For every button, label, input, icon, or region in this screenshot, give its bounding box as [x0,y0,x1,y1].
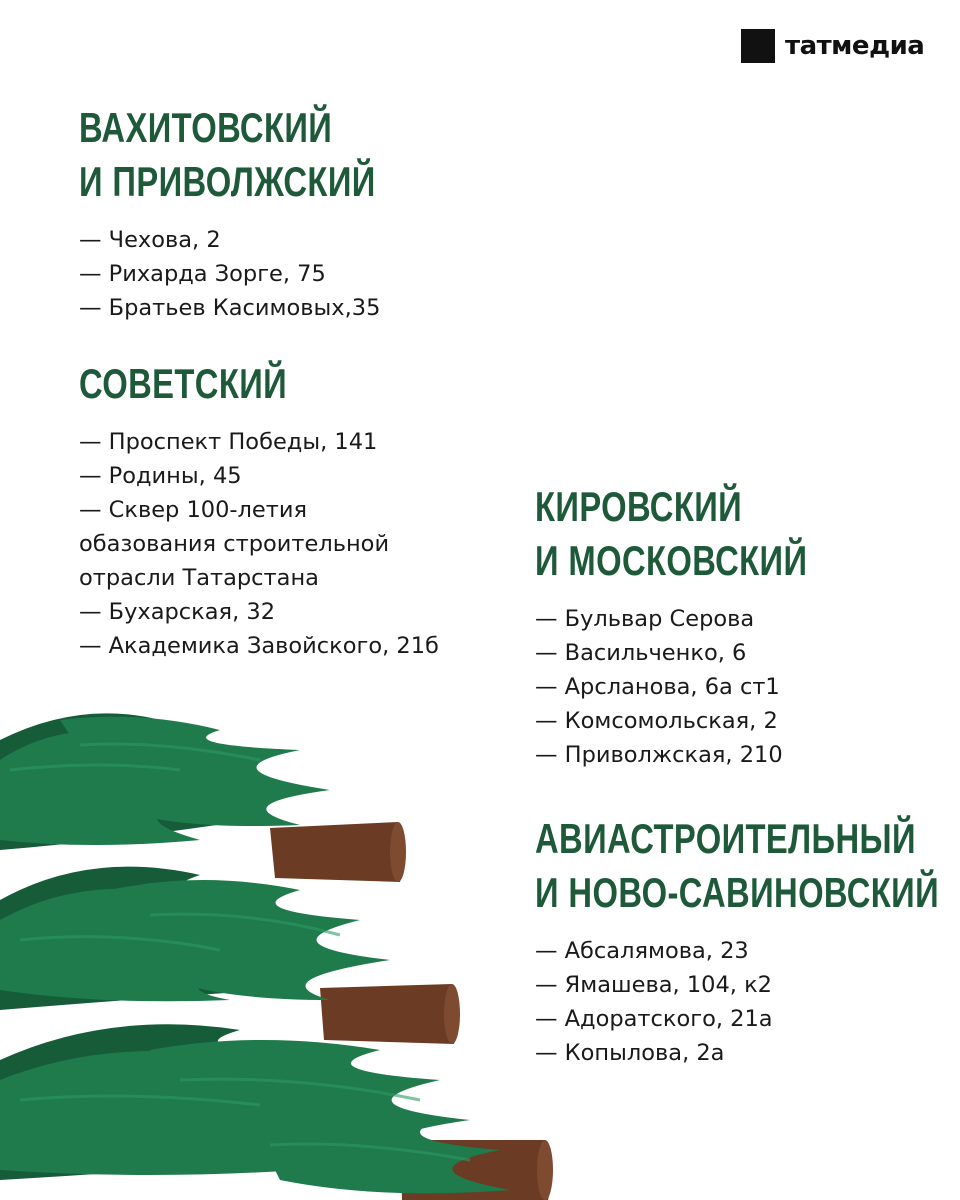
address-item: — Академика Завойского, 21б [79,633,439,659]
branch-stub-end [390,822,406,882]
address-item: — Рихарда Зорге, 75 [79,261,326,287]
branch-stub [270,822,404,882]
address-item: — Комсомольская, 2 [535,708,778,734]
brand-name: татмедиа [785,31,925,61]
address-item: — Приволжская, 210 [535,742,783,768]
address-item: — Васильченко, 6 [535,640,747,666]
address-item: — Копылова, 2а [535,1040,725,1066]
address-list [535,602,884,772]
address-list [535,934,960,1070]
needle-cluster [0,717,510,1194]
address-item: — Братьев Касимовых,35 [79,295,381,321]
address-item: — Бухарская, 32 [79,599,276,625]
address-item: — Бульвар Серова [535,606,755,632]
district-section-vakhitovsky [79,101,459,325]
address-item: — Сквер 100-летия обазования строительной отрасли Татарстана [79,497,390,591]
district-heading: АВИАСТРОИТЕЛЬНЫЙ И НОВО-САВИНОВСКИЙ [535,815,940,916]
branch-stub [320,984,458,1044]
branch-stub-end [444,984,460,1044]
address-item: — Арсланова, 6а ст1 [535,674,780,700]
branch-stub-end [537,1140,553,1200]
district-section-aviastroitelny [535,812,960,1070]
district-heading: КИРОВСКИЙ И МОСКОВСКИЙ [535,483,808,584]
brand-square-icon [741,29,775,63]
address-list [79,223,459,325]
district-section-kirovsky [535,480,884,772]
address-item: — Чехова, 2 [79,227,221,253]
district-heading: СОВЕТСКИЙ [79,360,288,407]
address-item: — Проспект Победы, 141 [79,429,378,455]
fir-tree-illustration [0,700,560,1200]
district-section-sovetsky [79,357,439,663]
address-item: — Родины, 45 [79,463,242,489]
brand-logo [741,28,924,64]
address-list [79,425,439,663]
address-item: — Абсалямова, 23 [535,938,749,964]
address-item: — Адоратского, 21а [535,1006,773,1032]
address-item: — Ямашева, 104, к2 [535,972,772,998]
district-heading: ВАХИТОВСКИЙ И ПРИВОЛЖСКИЙ [79,104,376,205]
